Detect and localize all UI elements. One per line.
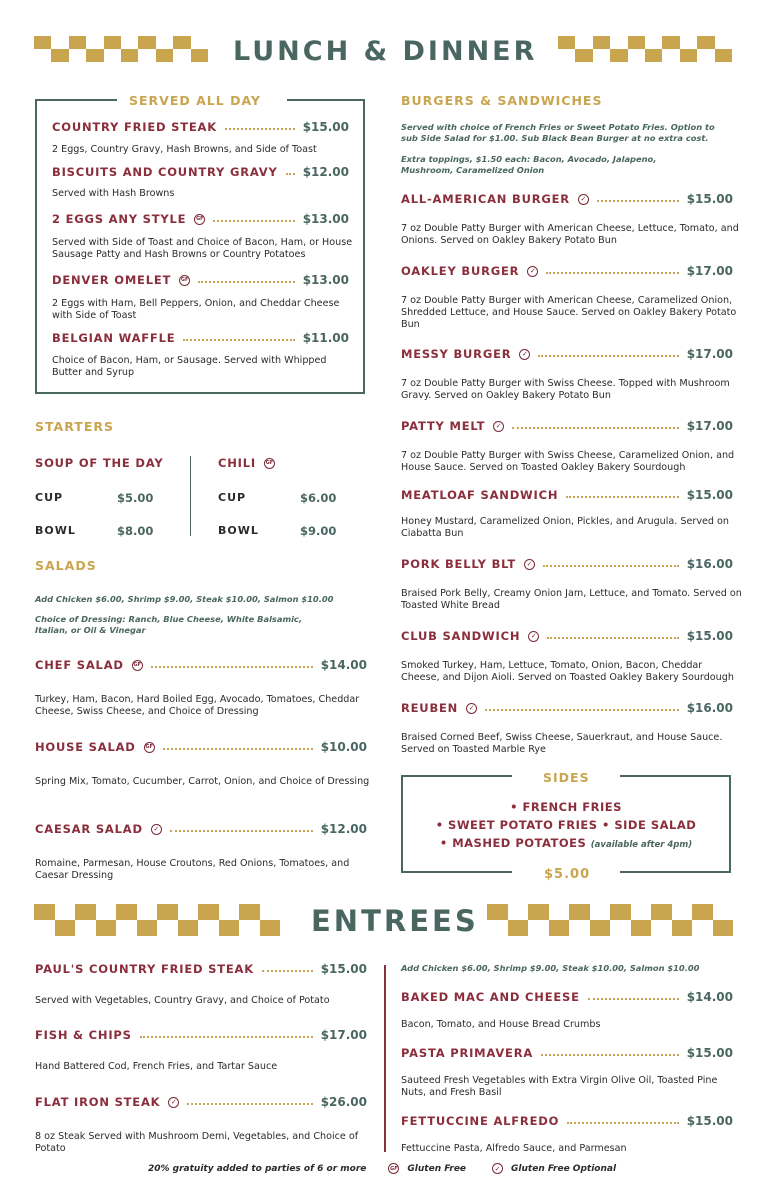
checker-square [55, 920, 76, 936]
item-name: ALL-AMERICAN BURGER [401, 192, 570, 206]
checker-square [487, 904, 508, 920]
checker-square [191, 49, 208, 62]
item-price: $15.00 [686, 488, 733, 502]
menu-item-fettuccine-alfredo [401, 1113, 733, 1129]
dot-leader [140, 1036, 313, 1038]
burgers-note-served: Served with choice of French Fries or Sweet Potato Fries. Option to sub Side Salad for $1.00. Sub Black Bean Burger at no extra cost. [401, 122, 715, 143]
item-name: PORK BELLY BLT [401, 557, 517, 571]
checker-square [156, 49, 173, 62]
checker-square [628, 49, 645, 62]
item-description: Hand Battered Cod, French Fries, and Tartar Sauce [35, 1061, 278, 1072]
checker-square [680, 36, 697, 49]
checker-square [715, 36, 732, 49]
checker-square [121, 49, 138, 62]
chili-bowl-label: BOWL [218, 524, 259, 537]
checker-square [645, 49, 662, 62]
checker-square [662, 49, 679, 62]
checker-square [157, 904, 178, 920]
item-name: PASTA PRIMAVERA [401, 1046, 534, 1060]
checker-square [34, 904, 55, 920]
gluten-free-optional-icon: ✓ [492, 1163, 503, 1174]
checker-square [75, 904, 96, 920]
item-price: $13.00 [302, 273, 349, 287]
footer-legend [148, 1163, 616, 1174]
burgers-note-toppings: Extra toppings, $1.50 each: Bacon, Avocado, Jalapeno, Mushroom, Caramelized Onion [401, 154, 657, 175]
checker-square [121, 36, 138, 49]
checker-square [697, 49, 714, 62]
checker-square [672, 904, 693, 920]
checker-square [34, 920, 55, 936]
checker-square [715, 49, 732, 62]
menu-item-messy-burger [401, 346, 733, 362]
checker-square [198, 920, 219, 936]
checker-square [672, 920, 693, 936]
dot-leader [588, 998, 679, 1000]
checker-square [138, 49, 155, 62]
item-description: Turkey, Ham, Bacon, Hard Boiled Egg, Avocado, Tomatoes, Cheddar Cheese, Swiss Cheese, and Choice of Dressing [35, 694, 360, 717]
checker-square [104, 49, 121, 62]
gluten-free-optional-icon: ✓ [524, 559, 535, 570]
item-name: CHEF SALAD [35, 658, 124, 672]
gluten-free-icon: GF [132, 660, 143, 671]
item-name: OAKLEY BURGER [401, 264, 520, 278]
checker-square [651, 920, 672, 936]
item-name: HOUSE SALAD [35, 740, 136, 754]
item-price: $17.00 [686, 419, 733, 433]
checker-square [549, 904, 570, 920]
checker-square [558, 36, 575, 49]
item-price: $17.00 [320, 1028, 367, 1042]
checker-square [610, 920, 631, 936]
checker-square [178, 904, 199, 920]
item-price: $17.00 [686, 264, 733, 278]
entrees-divider [384, 965, 386, 1152]
checker-decoration-right [558, 36, 732, 62]
gluten-free-icon: GF [264, 458, 275, 469]
checker-square [631, 904, 652, 920]
menu-item-paul-s-country-fried-steak [35, 961, 367, 977]
sides-lines [401, 800, 731, 860]
gluten-free-optional-icon: ✓ [527, 266, 538, 277]
checker-square [191, 36, 208, 49]
menu-item-denver-omelet [52, 272, 349, 288]
item-description: Smoked Turkey, Ham, Lettuce, Tomato, Onion, Bacon, Cheddar Cheese, and Dijon Aioli. Served on Toasted Oakley Bakery Sourdough [401, 660, 734, 683]
sides-line-2: • SWEET POTATO FRIES • SIDE SALAD [435, 818, 697, 832]
checker-square [96, 920, 117, 936]
menu-item-flat-iron-steak [35, 1094, 367, 1110]
item-name: CLUB SANDWICH [401, 629, 521, 643]
checker-square [680, 49, 697, 62]
checker-decoration-entrees-left [34, 904, 280, 936]
item-description: Served with Side of Toast and Choice of Bacon, Ham, or House Sausage Patty and Hash Browns or Country Potatoes [52, 237, 353, 260]
checker-square [157, 920, 178, 936]
sides-line-3-wrap [401, 836, 731, 850]
checker-square [55, 904, 76, 920]
item-name: CAESAR SALAD [35, 822, 143, 836]
checker-square [697, 36, 714, 49]
checker-square [590, 904, 611, 920]
checker-square [34, 49, 51, 62]
menu-item-oakley-burger [401, 263, 733, 279]
item-name: PATTY MELT [401, 419, 486, 433]
burgers-title: BURGERS & SANDWICHES [401, 93, 603, 108]
chili-bowl-price: $9.00 [300, 524, 337, 538]
dot-leader [213, 220, 294, 222]
checker-square [34, 36, 51, 49]
item-price: $14.00 [320, 658, 367, 672]
checker-square [137, 920, 158, 936]
item-name: MESSY BURGER [401, 347, 512, 361]
dot-leader [541, 1054, 679, 1056]
item-description: Honey Mustard, Caramelized Onion, Pickles, and Arugula. Served on Ciabatta Bun [401, 516, 730, 539]
sides-line-3: • MASHED POTATOES [439, 836, 587, 850]
dot-leader [225, 128, 295, 130]
item-price: $15.00 [686, 629, 733, 643]
checker-decoration-left [34, 36, 208, 62]
checker-square [86, 49, 103, 62]
gluten-free-optional-icon: ✓ [493, 421, 504, 432]
item-description: 7 oz Double Patty Burger with American Cheese, Caramelized Onion, Shredded Lettuce, and House Sauce. Served on Oakley Bakery Potato Bun [401, 295, 737, 330]
gluten-free-icon: GF [194, 214, 205, 225]
item-description: Braised Pork Belly, Creamy Onion Jam, Lettuce, and Tomato. Served on Toasted White Bread [401, 588, 742, 611]
item-description: 8 oz Steak Served with Mushroom Demi, Vegetables, and Choice of Potato [35, 1131, 359, 1154]
dot-leader [597, 200, 679, 202]
checker-square [173, 49, 190, 62]
item-description: Romaine, Parmesan, House Croutons, Red Onions, Tomatoes, and Caesar Dressing [35, 858, 350, 881]
checker-square [51, 49, 68, 62]
menu-item-country-fried-steak [52, 119, 349, 135]
checker-square [173, 36, 190, 49]
item-price: $17.00 [686, 347, 733, 361]
item-name: MEATLOAF SANDWICH [401, 488, 559, 502]
checker-square [549, 920, 570, 936]
checker-square [116, 920, 137, 936]
gluten-free-icon: GF [388, 1163, 399, 1174]
dot-leader [262, 970, 313, 972]
checker-square [528, 920, 549, 936]
dot-leader [546, 272, 678, 274]
checker-square [104, 36, 121, 49]
chili-name: CHILI [218, 456, 256, 470]
item-description: 2 Eggs, Country Gravy, Hash Browns, and Side of Toast [52, 144, 317, 155]
dot-leader [512, 427, 678, 429]
soup-cup-price: $5.00 [117, 491, 154, 505]
item-name: BISCUITS AND COUNTRY GRAVY [52, 165, 278, 179]
entrees-title: ENTREES [311, 904, 479, 938]
item-name: DENVER OMELET [52, 273, 172, 287]
salads-note-add: Add Chicken $6.00, Shrimp $9.00, Steak $10.00, Salmon $10.00 [35, 594, 334, 604]
sides-line-1: • FRENCH FRIES [510, 800, 622, 814]
gluten-free-optional-icon: ✓ [578, 194, 589, 205]
gluten-free-label: Gluten Free [407, 1163, 467, 1174]
item-price: $15.00 [686, 1114, 733, 1128]
checker-square [631, 920, 652, 936]
menu-item-meatloaf-sandwich [401, 487, 733, 503]
checker-square [260, 920, 281, 936]
checker-square [569, 920, 590, 936]
item-name: FETTUCCINE ALFREDO [401, 1114, 560, 1128]
item-description: Spring Mix, Tomato, Cucumber, Carrot, Onion, and Choice of Dressing [35, 776, 370, 787]
gluten-free-optional-icon: ✓ [519, 349, 530, 360]
menu-item-patty-melt [401, 418, 733, 434]
checker-square [96, 904, 117, 920]
item-name: BELGIAN WAFFLE [52, 331, 176, 345]
menu-item-pasta-primavera [401, 1045, 733, 1061]
checker-square [692, 904, 713, 920]
item-name: PAUL'S COUNTRY FRIED STEAK [35, 962, 254, 976]
item-name: FLAT IRON STEAK [35, 1095, 161, 1109]
menu-item-house-salad [35, 739, 367, 755]
gluten-free-icon: GF [179, 275, 190, 286]
checker-square [610, 904, 631, 920]
menu-item-club-sandwich [401, 628, 733, 644]
salads-title: SALADS [35, 558, 97, 573]
checker-square [260, 904, 281, 920]
checker-square [137, 904, 158, 920]
checker-square [569, 904, 590, 920]
dot-leader [543, 565, 679, 567]
dot-leader [566, 496, 678, 498]
item-description: Bacon, Tomato, and House Bread Crumbs [401, 1019, 601, 1030]
item-description: 7 oz Double Patty Burger with Swiss Cheese. Topped with Mushroom Gravy. Served on Oakley Bakery Potato Bun [401, 378, 730, 401]
item-name: 2 EGGS ANY STYLE [52, 212, 187, 226]
item-description: Braised Corned Beef, Swiss Cheese, Sauerkraut, and House Sauce. Served on Toasted Marble Rye [401, 732, 723, 755]
item-price: $13.00 [302, 212, 349, 226]
item-description: 7 oz Double Patty Burger with American Cheese, Lettuce, Tomato, and Onions. Served on Oakley Bakery Potato Bun [401, 223, 739, 246]
checker-square [575, 49, 592, 62]
salads-note-dressing: Choice of Dressing: Ranch, Blue Cheese, White Balsamic, Italian, or Oil & Vinegar [35, 614, 303, 635]
checker-square [651, 904, 672, 920]
item-name: BAKED MAC AND CHEESE [401, 990, 580, 1004]
gluten-free-optional-icon: ✓ [151, 824, 162, 835]
checker-square [508, 920, 529, 936]
checker-decoration-entrees-right [487, 904, 733, 936]
dot-leader [485, 709, 679, 711]
checker-square [69, 36, 86, 49]
soup-cup-label: CUP [35, 491, 64, 504]
chili-cup-label: CUP [218, 491, 247, 504]
menu-item-pork-belly-blt [401, 556, 733, 572]
starters-title: STARTERS [35, 419, 114, 434]
checker-square [713, 920, 734, 936]
checker-square [138, 36, 155, 49]
soup-bowl-price: $8.00 [117, 524, 154, 538]
checker-square [75, 920, 96, 936]
item-price: $14.00 [686, 990, 733, 1004]
checker-square [487, 920, 508, 936]
item-description: Choice of Bacon, Ham, or Sausage. Served with Whipped Butter and Syrup [52, 355, 327, 378]
checker-square [508, 904, 529, 920]
checker-square [590, 920, 611, 936]
checker-square [713, 904, 734, 920]
item-description: 2 Eggs with Ham, Bell Peppers, Onion, and Cheddar Cheese with Side of Toast [52, 298, 340, 321]
item-price: $12.00 [320, 822, 367, 836]
checker-square [575, 36, 592, 49]
served-all-day-title: SERVED ALL DAY [129, 93, 261, 108]
sides-title: SIDES [543, 770, 590, 785]
dot-leader [286, 173, 295, 175]
item-name: COUNTRY FRIED STEAK [52, 120, 217, 134]
item-price: $10.00 [320, 740, 367, 754]
gluten-free-optional-icon: ✓ [466, 703, 477, 714]
item-description: 7 oz Double Patty Burger with Swiss Cheese, Caramelized Onion, and House Sauce. Served on Toasted Oakley Bakery Sourdough [401, 450, 735, 473]
checker-square [239, 920, 260, 936]
dot-leader [198, 281, 295, 283]
checker-square [662, 36, 679, 49]
item-description: Fettuccine Pasta, Alfredo Sauce, and Parmesan [401, 1143, 627, 1154]
checker-square [86, 36, 103, 49]
checker-square [198, 904, 219, 920]
checker-square [219, 920, 240, 936]
checker-square [528, 904, 549, 920]
item-price: $26.00 [320, 1095, 367, 1109]
item-price: $16.00 [686, 701, 733, 715]
sides-price: $5.00 [544, 867, 591, 882]
sides-line-3-note: (available after 4pm) [590, 840, 693, 850]
menu-item-all-american-burger [401, 191, 733, 207]
chili-row [218, 456, 275, 470]
checker-square [219, 904, 240, 920]
menu-item-reuben [401, 700, 733, 716]
gluten-free-optional-icon: ✓ [528, 631, 539, 642]
gluten-free-icon: GF [144, 742, 155, 753]
starters-divider [190, 456, 191, 536]
entrees-note-add: Add Chicken $6.00, Shrimp $9.00, Steak $10.00, Salmon $10.00 [401, 963, 700, 973]
checker-square [239, 904, 260, 920]
item-description: Served with Hash Browns [52, 188, 175, 199]
checker-square [558, 49, 575, 62]
item-price: $15.00 [686, 1046, 733, 1060]
dot-leader [151, 666, 313, 668]
item-description: Served with Vegetables, Country Gravy, and Choice of Potato [35, 995, 330, 1006]
checker-square [610, 49, 627, 62]
item-price: $16.00 [686, 557, 733, 571]
dot-leader [183, 339, 294, 341]
item-name: FISH & CHIPS [35, 1028, 132, 1042]
menu-item-belgian-waffle [52, 330, 349, 346]
dot-leader [170, 830, 313, 832]
item-name: REUBEN [401, 701, 459, 715]
chili-cup-price: $6.00 [300, 491, 337, 505]
menu-item-caesar-salad [35, 821, 367, 837]
dot-leader [538, 355, 678, 357]
checker-square [69, 49, 86, 62]
gratuity-note: 20% gratuity added to parties of 6 or more [148, 1163, 367, 1174]
item-price: $15.00 [686, 192, 733, 206]
checker-square [156, 36, 173, 49]
page-title: LUNCH & DINNER [233, 36, 538, 67]
checker-square [692, 920, 713, 936]
checker-square [628, 36, 645, 49]
checker-square [610, 36, 627, 49]
item-price: $15.00 [302, 120, 349, 134]
checker-square [645, 36, 662, 49]
checker-square [593, 49, 610, 62]
checker-square [116, 904, 137, 920]
dot-leader [567, 1122, 679, 1124]
gluten-free-optional-icon: ✓ [168, 1097, 179, 1108]
menu-item-biscuits-and-country-gravy [52, 164, 349, 180]
menu-item-baked-mac-and-cheese [401, 989, 733, 1005]
soup-bowl-label: BOWL [35, 524, 76, 537]
gluten-free-optional-label: Gluten Free Optional [511, 1163, 617, 1174]
item-price: $15.00 [320, 962, 367, 976]
checker-square [593, 36, 610, 49]
menu-item-2-eggs-any-style [52, 211, 349, 227]
menu-item-chef-salad [35, 657, 367, 673]
soup-name: SOUP OF THE DAY [35, 456, 164, 470]
item-price: $12.00 [302, 165, 349, 179]
menu-item-fish-chips [35, 1027, 367, 1043]
item-price: $11.00 [302, 331, 349, 345]
checker-square [51, 36, 68, 49]
checker-square [178, 920, 199, 936]
dot-leader [547, 637, 678, 639]
item-description: Sauteed Fresh Vegetables with Extra Virgin Olive Oil, Toasted Pine Nuts, and Fresh Basil [401, 1075, 718, 1098]
dot-leader [187, 1103, 312, 1105]
dot-leader [163, 748, 313, 750]
